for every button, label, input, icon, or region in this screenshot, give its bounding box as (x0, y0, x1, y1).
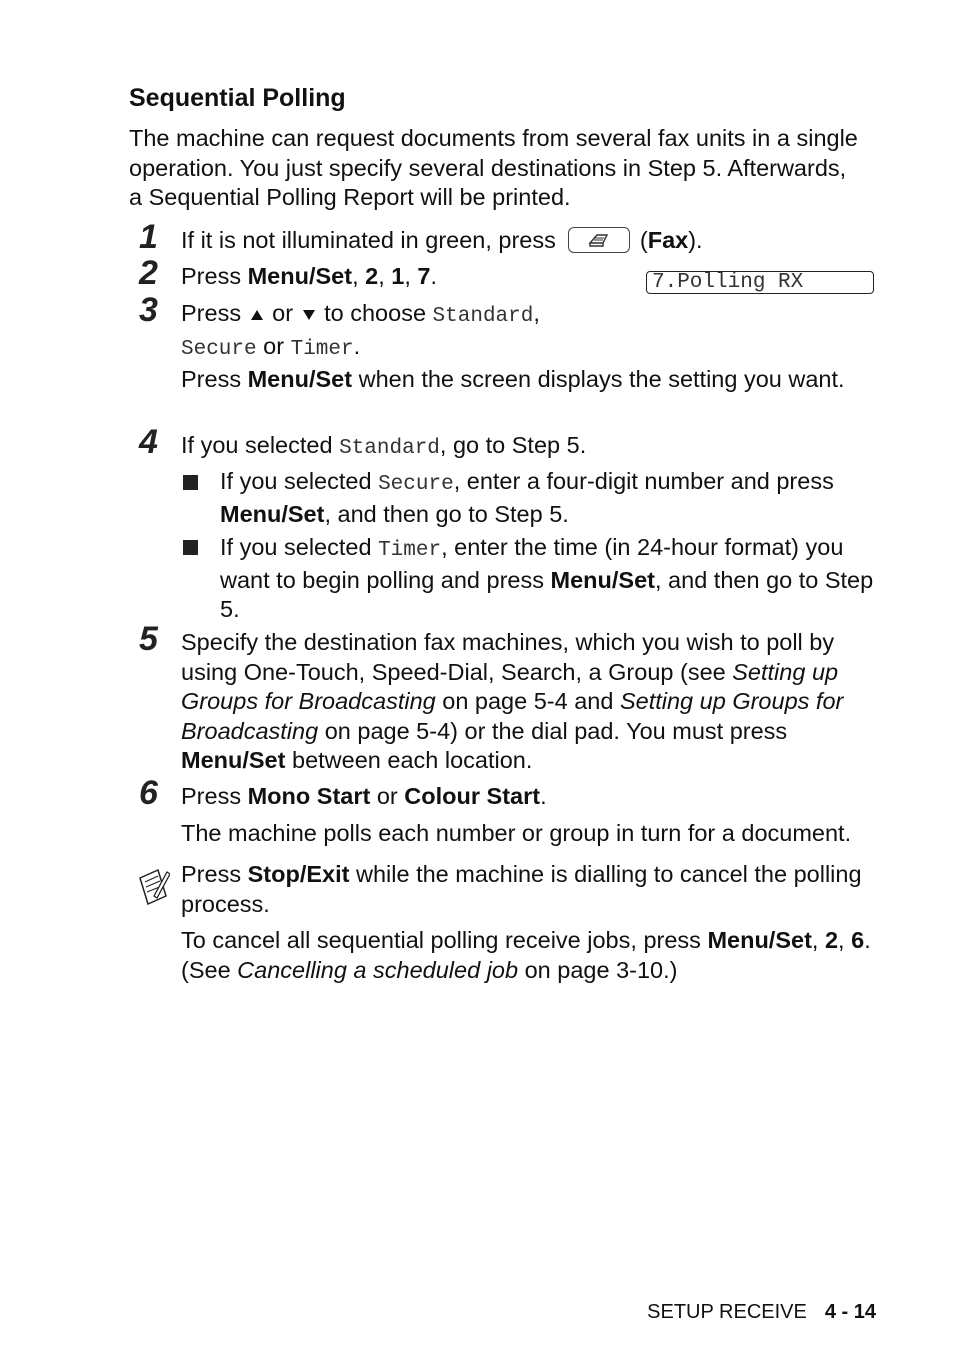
step-6: Press Mono Start or Colour Start. (181, 783, 547, 809)
step-number-6: 6 (139, 774, 158, 812)
cross-reference: Cancelling a scheduled job (237, 956, 519, 983)
fax-icon (587, 231, 611, 249)
cross-reference: Setting up Groups for Broadcasting (181, 658, 839, 714)
lcd-display: 7.Polling RX (646, 271, 874, 294)
step-3: Press or to choose Standard, Secure or Timer. (181, 300, 540, 361)
step-number-4: 4 (139, 423, 158, 461)
bullet-marker (183, 475, 198, 490)
step-number-2: 2 (139, 254, 158, 292)
step-1: If it is not illuminated in green, press (Fax). (181, 227, 703, 253)
note-cancel-jobs: To cancel all sequential polling receive jobs, press Menu/Set, 2, 6. (See Cancelling a scheduled job on page 3-10.) (181, 927, 871, 983)
step-number-3: 3 (139, 291, 158, 329)
step-6-detail: The machine polls each number or group in turn for a document. (181, 820, 852, 846)
cross-reference: Setting up Groups for Broadcasting (181, 688, 844, 744)
step-number-5: 5 (139, 620, 158, 658)
step-4: If you selected Standard, go to Step 5. (181, 432, 587, 460)
up-arrow-icon (251, 310, 263, 320)
fax-key-button (568, 227, 630, 253)
note-pencil-icon (136, 866, 170, 906)
bullet-timer: If you selected Timer, enter the time (in 24-hour format) you want to begin polling and press Menu/Set, and then go to Step 5. (220, 534, 874, 622)
step-number-1: 1 (139, 218, 158, 256)
step-5: Specify the destination fax machines, which you wish to poll by using One-Touch, Speed-Dial, Search, a Group (see Setting up Groups for Broadcasting on page 5-4 and Setting up Groups for Broadcasting on page 5-4) or the dial pad. You must press Menu/Set between each location. (181, 629, 844, 773)
step-3-detail: Press Menu/Set when the screen displays the setting you want. (181, 366, 845, 392)
down-arrow-icon (303, 310, 315, 320)
fax-key-label: Fax (647, 227, 689, 253)
step-2: Press Menu/Set, 2, 1, 7. (181, 263, 438, 289)
page-number: 4 - 14 (824, 1301, 876, 1323)
page-footer (647, 1300, 876, 1324)
intro-paragraph: The machine can request documents from several fax units in a single operation. You just specify several destinations in Step 5. Afterwards, a Sequential Polling Report will be printed. (129, 125, 858, 210)
bullet-secure: If you selected Secure, enter a four-digit number and press Menu/Set, and then go to Step 5. (220, 468, 834, 527)
bullet-marker (183, 540, 198, 555)
footer-section: SETUP RECEIVE (647, 1301, 807, 1323)
note-cancel-polling: Press Stop/Exit while the machine is dialling to cancel the polling process. (181, 861, 862, 917)
section-heading: Sequential Polling (129, 84, 346, 112)
